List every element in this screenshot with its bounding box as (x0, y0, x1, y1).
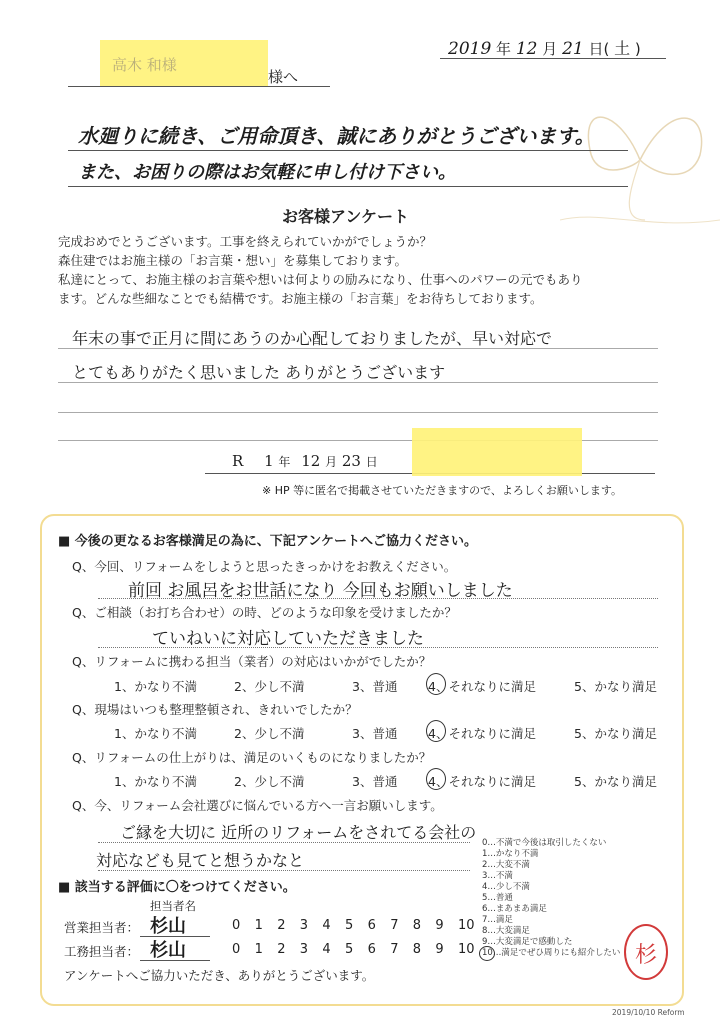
q5-option-5: 5、かなり満足 (574, 774, 657, 789)
answer-q1: 前回 お風呂をお世話になり 今回もお願いしました (128, 581, 513, 601)
date-weekday: 土 (614, 39, 631, 58)
legend-7: 7…満足 (482, 915, 513, 925)
question-4: Q、現場はいつも整理整頓され、きれいでしたか？ (72, 702, 358, 717)
approval-stamp (624, 924, 668, 980)
legend-1: 1…かなり不満 (482, 849, 539, 859)
answer-year: 1 (264, 452, 274, 470)
q3-option-1: 1、かなり不満 (114, 679, 197, 694)
construction-rating-0[interactable]: 0 (232, 942, 241, 957)
legend-9: 9…大変満足で感動した (482, 937, 573, 947)
q3-option-2: 2、少し不満 (234, 679, 305, 694)
date-month-label: 月 (542, 40, 558, 58)
answer-line-2: とてもありがたく思いました ありがとうございます (72, 363, 446, 382)
questionnaire-heading: ■ 今後の更なるお客様満足の為に、下記アンケートへご協力ください。 (58, 534, 478, 549)
sales-rating-4[interactable]: 4 (322, 918, 331, 933)
construction-rating-2[interactable]: 2 (277, 942, 286, 957)
q4-option-5: 5、かなり満足 (574, 726, 657, 741)
intro-line-3: 私達にとって、お施主様のお言葉や想いは何よりの励みになり、仕事へのパワーの元でもあり (58, 272, 583, 287)
construction-rating-9[interactable]: 9 (435, 942, 444, 957)
q5-option-2: 2、少し不満 (234, 774, 305, 789)
construction-name-underline (140, 960, 210, 961)
q4-option-4: 4、それなりに満足 (428, 726, 536, 741)
construction-rating-4[interactable]: 4 (322, 942, 331, 957)
answer-rule-3 (58, 412, 658, 413)
survey-title: お客様アンケート (282, 207, 410, 226)
stamp-text: 杉 (634, 943, 657, 968)
legend-8: 8…大変満足 (482, 926, 530, 936)
question-3: Q、リフォームに携わる担当（業者）の対応はいかがでしたか？ (72, 654, 432, 669)
q5-selected-circle (426, 768, 446, 790)
answer-q2: ていねいに対応していただきました (152, 629, 424, 649)
date-close: ) (634, 40, 641, 58)
form-version: 2019/10/10 Reform (612, 1008, 685, 1017)
legend-2: 2…大変不満 (482, 860, 530, 870)
answer-era: R (232, 452, 244, 470)
intro-line-4: ます。どんな些細なことでも結構です。お施主様の「お言葉」をお待ちしております。 (58, 291, 543, 306)
answer-line-1: 年末の事で正月に間にあうのか心配しておりましたが、早い対応で (72, 329, 553, 348)
construction-rating-1[interactable]: 1 (254, 942, 263, 957)
sales-rating-10[interactable]: 10 (458, 918, 475, 933)
legend-10: 10…満足でぜひ周りにも紹介したい (482, 948, 621, 958)
intro-line-1: 完成おめでとうございます。工事を終えられていかがでしょうか？ (58, 234, 433, 249)
date-day: 21 (562, 39, 584, 59)
customer-suffix: 様へ (268, 68, 299, 86)
answer-date (232, 452, 378, 470)
sales-label: 営業担当者： (64, 920, 140, 935)
date-underline (440, 58, 666, 59)
message-line-2: また、お困りの際はお気軽に申し付け下さい。 (78, 162, 456, 183)
rating-legend (482, 838, 620, 959)
q5-option-1: 1、かなり不満 (114, 774, 197, 789)
q2-rule (98, 647, 658, 648)
sales-rating-5[interactable]: 5 (345, 918, 354, 933)
evaluation-heading: ■ 該当する評価に〇をつけてください。 (58, 880, 296, 895)
sales-rating-0[interactable]: 0 (232, 918, 241, 933)
message-line-1: 水廻りに続き、ご用命頂き、誠にありがとうございます。 (78, 124, 595, 148)
sales-rating-9[interactable]: 9 (435, 918, 444, 933)
q5-option-3: 3、普通 (352, 774, 398, 789)
sales-rating-3[interactable]: 3 (299, 918, 309, 933)
construction-rating-6[interactable]: 6 (367, 942, 376, 957)
q3-option-4: 4、それなりに満足 (428, 679, 536, 694)
thanks-text: アンケートへご協力いただき、ありがとうございます。 (64, 968, 375, 983)
date-day-label: 日( (588, 40, 610, 58)
construction-rating-10[interactable]: 10 (458, 942, 475, 957)
answer-year-label: 年 (278, 455, 291, 469)
question-5: Q、リフォームの仕上がりは、満足のいくものになりましたか？ (72, 750, 432, 765)
butterfly-decoration (560, 70, 720, 250)
question-1: Q、今回、リフォームをしようと思ったきっかけをお教えください。 (72, 559, 457, 574)
date-year-label: 年 (496, 40, 512, 58)
q4-selected-circle (426, 720, 446, 742)
answer-month: 12 (301, 452, 321, 470)
legend-5: 5…普通 (482, 893, 513, 903)
construction-rating-8[interactable]: 8 (412, 942, 422, 957)
construction-label: 工務担当者： (64, 944, 140, 959)
legend-3: 3…不満 (482, 871, 513, 881)
q5-option-4: 4、それなりに満足 (428, 774, 536, 789)
signature-redaction-highlight (412, 428, 582, 476)
sales-rating-2[interactable]: 2 (277, 918, 286, 933)
message-rule-2 (68, 186, 628, 187)
q1-rule (98, 598, 658, 599)
name-underline (68, 86, 330, 87)
customer-name: 高木 和様 (112, 56, 177, 74)
construction-rating-5[interactable]: 5 (345, 942, 354, 957)
date-year: 2019 (448, 39, 492, 59)
legend-4: 4…少し不満 (482, 882, 530, 892)
construction-staff-name: 杉山 (150, 940, 186, 961)
answer-day: 23 (341, 452, 361, 470)
answer-q6-line-2: 対応なども見てと想うかなと (96, 851, 305, 870)
q6-rule-2 (98, 870, 470, 871)
q3-option-5: 5、かなり満足 (574, 679, 657, 694)
answer-month-label: 月 (325, 455, 338, 469)
date-month: 12 (515, 39, 538, 59)
answer-q6-line-1: ご縁を大切に 近所のリフォームをされてる会社の (120, 823, 477, 842)
sales-rating-1[interactable]: 1 (254, 918, 263, 933)
sales-rating-8[interactable]: 8 (412, 918, 422, 933)
staff-name-label: 担当者名 (150, 899, 196, 913)
q4-option-2: 2、少し不満 (234, 726, 305, 741)
q3-option-3: 3、普通 (352, 679, 398, 694)
q4-option-1: 1、かなり不満 (114, 726, 197, 741)
answer-day-label: 日 (365, 455, 378, 469)
sales-rating-6[interactable]: 6 (367, 918, 376, 933)
question-6: Q、今、リフォーム会社選びに悩んでいる方へ一言お願いします。 (72, 798, 443, 813)
intro-line-2: 森住建ではお施主様の「お言葉・想い」を募集しております。 (58, 253, 408, 268)
q4-option-3: 3、普通 (352, 726, 398, 741)
document-date (448, 36, 641, 59)
legend-selected-circle (479, 946, 495, 961)
sales-rating-7[interactable]: 7 (390, 918, 399, 933)
publish-note: ※ HP 等に匿名で掲載させていただきますので、よろしくお願いします。 (262, 484, 623, 497)
construction-rating-7[interactable]: 7 (390, 942, 399, 957)
q6-rule-1 (98, 842, 470, 843)
legend-6: 6…まあまあ満足 (482, 904, 547, 914)
message-rule-1 (68, 150, 628, 151)
sales-staff-name: 杉山 (150, 916, 186, 937)
question-2: Q、ご相談（お打ち合わせ）の時、どのような印象を受けましたか？ (72, 605, 457, 620)
legend-0: 0…不満で今後は取引したくない (482, 838, 607, 848)
q3-selected-circle (426, 673, 446, 695)
construction-rating-3[interactable]: 3 (299, 942, 309, 957)
